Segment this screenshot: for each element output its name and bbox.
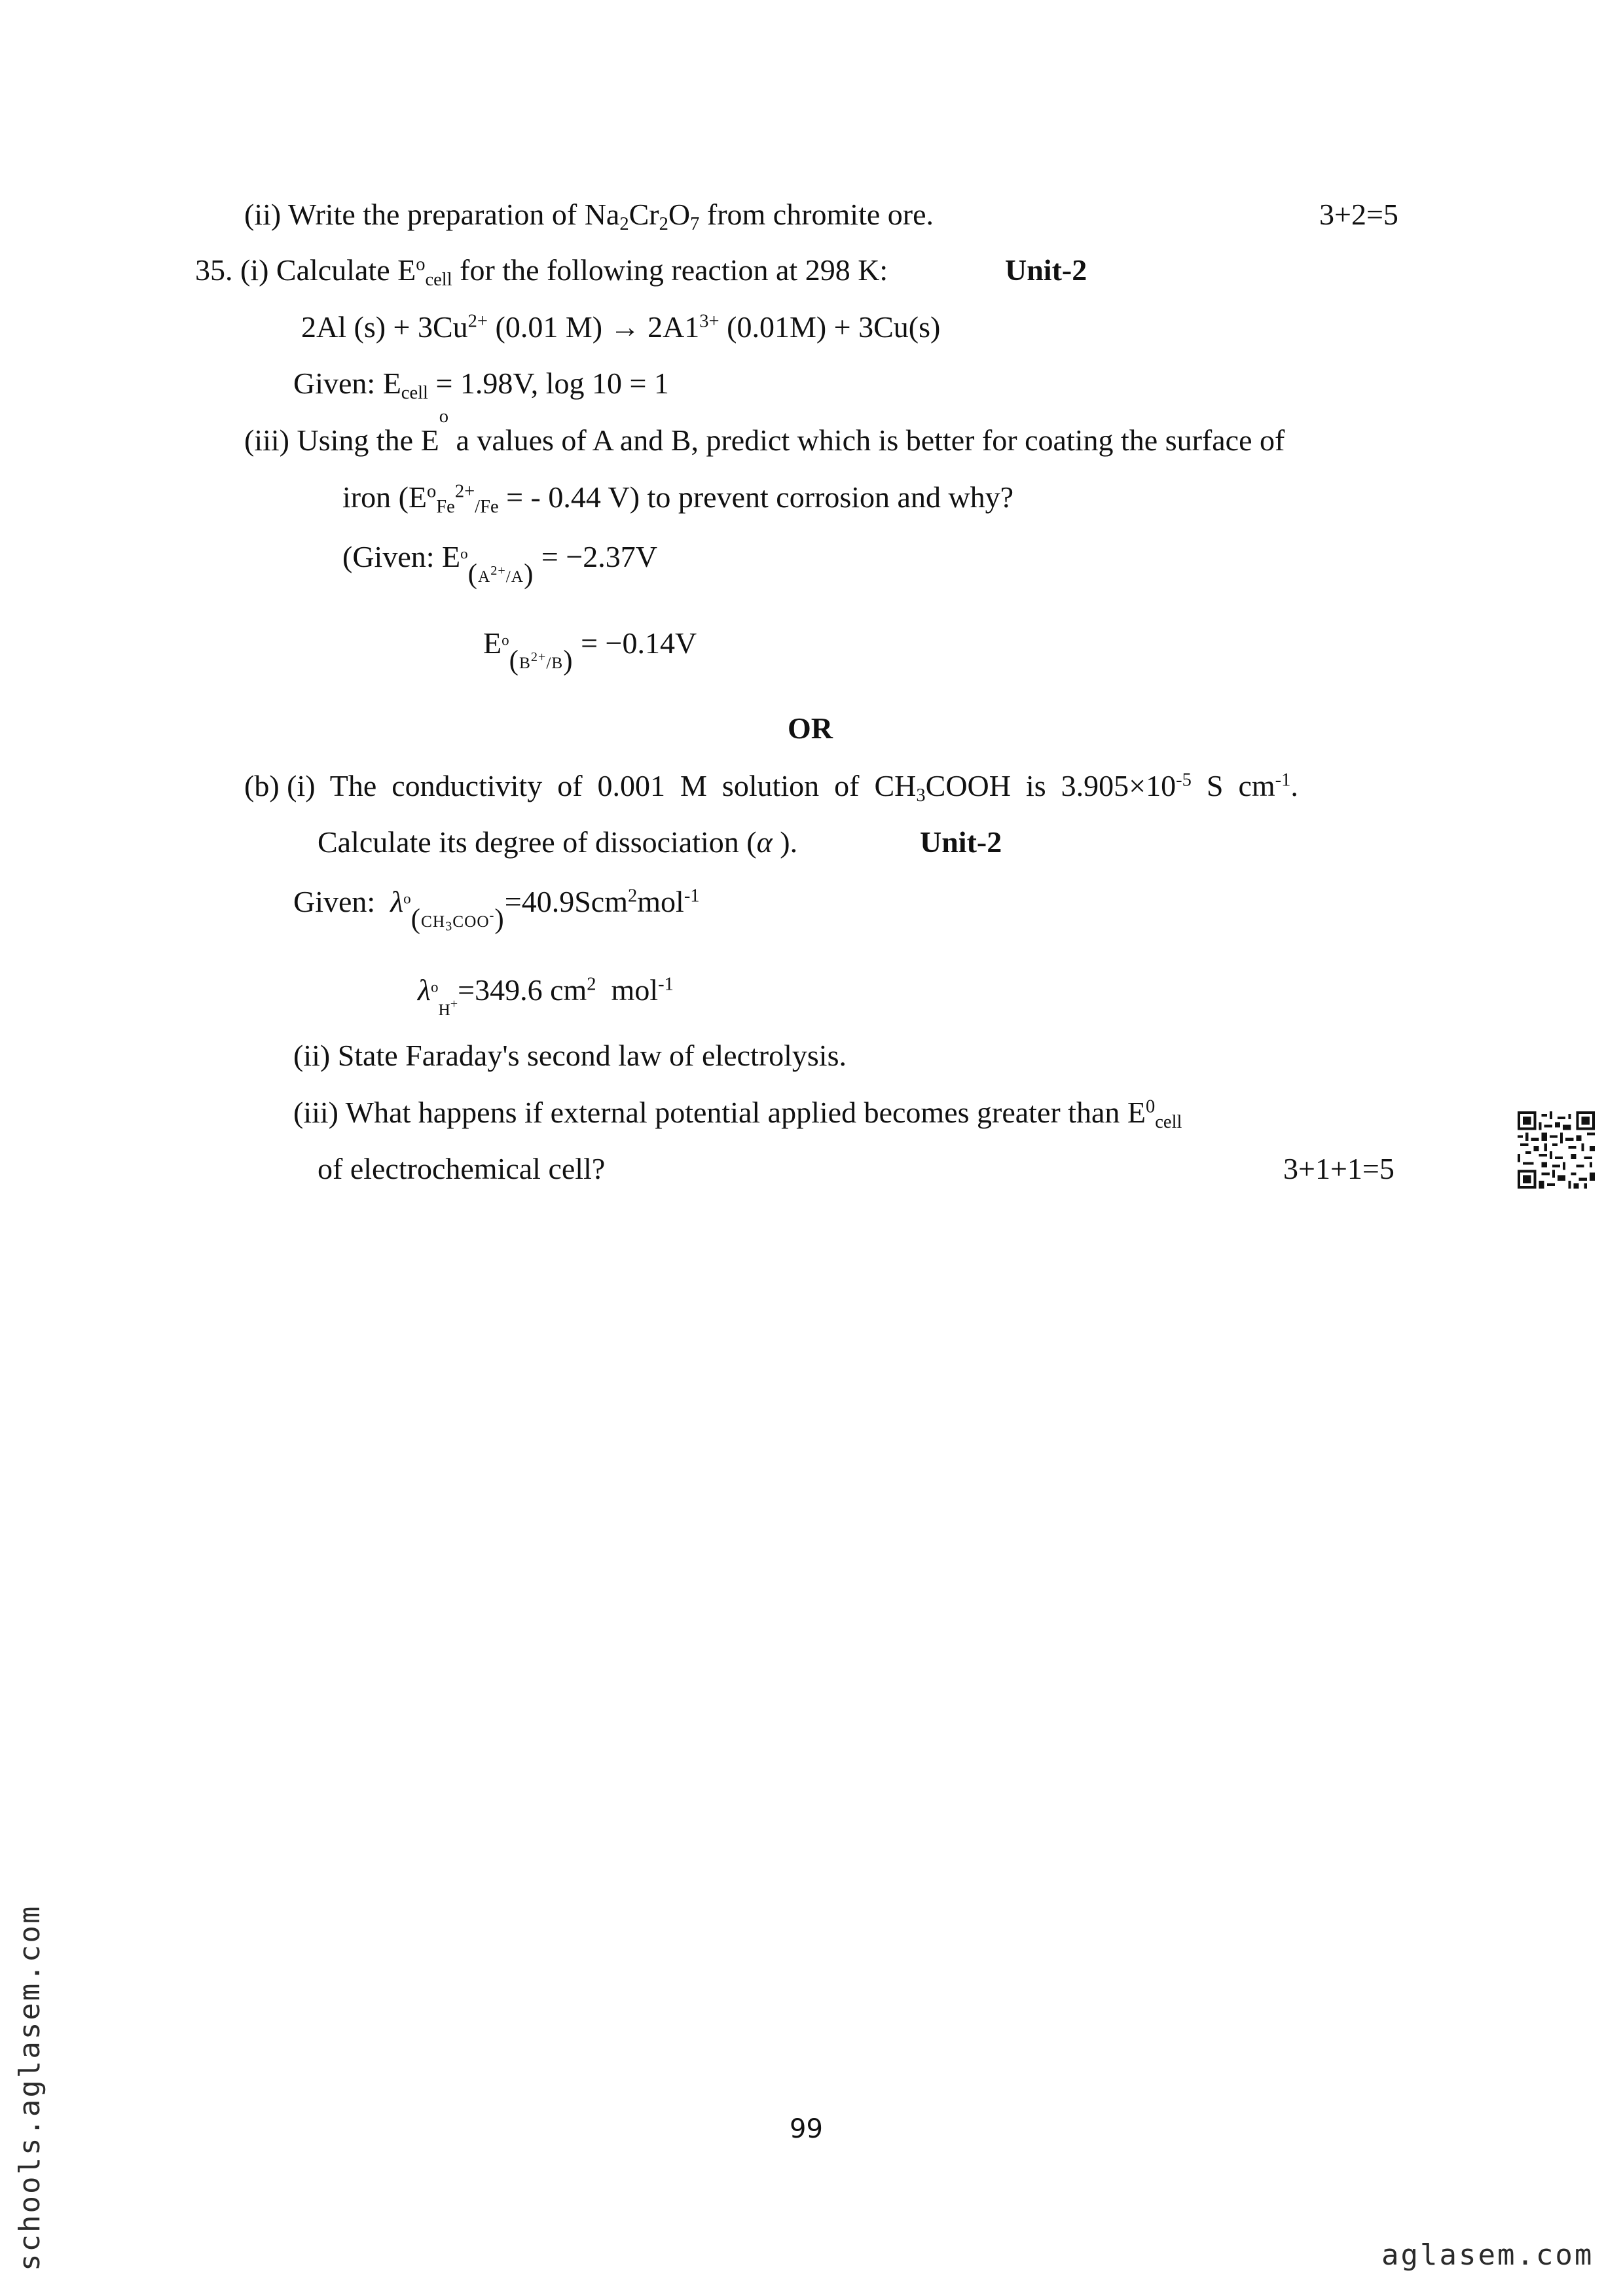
q35-b-ii: (ii) State Faraday's second law of electrolysis. (293, 1039, 847, 1072)
eb-subscript: (B2+/B) (509, 645, 574, 676)
watermark-right: aglasem.com (1381, 2238, 1594, 2272)
q34-part-ii: (ii) Write the preparation of $Na_2Cr_2O_7$ from chromite ore. (244, 198, 934, 234)
q35-b-calc: Calculate its degree of dissociation (α ). (318, 825, 798, 859)
q35-b-iii: (iii) What happens if external potential applied becomes greater than $E^0_{cell}$ (293, 1096, 1182, 1132)
q35-unit-label: Unit-2 (1005, 253, 1087, 287)
q35-reaction: 2Al $(s) + 3Cu^{2+}$ (0.01 $M) \to 2A1^{3+}$ (0.01M) + 3Cu(s) (301, 310, 941, 344)
or-separator: OR (788, 711, 833, 745)
page-number: 99 (790, 2114, 823, 2144)
q35-b-i: (b) (i) The conductivity of 0.001 M solution of $CH_3COOH$ is $3.905\times 10^{-5}$ S $cm^{-1}$. (244, 769, 1298, 806)
qr-code-icon[interactable] (1518, 1111, 1595, 1189)
q35-marks: 3+1+1=5 (1283, 1152, 1395, 1185)
watermark-left: schools.aglasem.com (13, 1904, 46, 2271)
q35-given-ea: (Given: $E^o_{(A^{2+}/A)} = -2.37V$ (342, 540, 658, 590)
q35-b-given-lambda-acetate: Given: $\lambda^o_{(CH_3COO^-)}=40.9Scm^2mol^{-1}$ (293, 885, 700, 935)
q35-b-unit-label: Unit-2 (920, 825, 1002, 859)
q35-part-iii: (iii) Using the E $^o$ a values of A and B, predict which is better for coating the surface of (244, 406, 1285, 457)
q35-intro: 35. (i) Calculate $E^o_{cell}$ for the following reaction at 298 K: (195, 253, 888, 290)
q34-marks: 3+2=5 (1319, 198, 1398, 231)
q35-given-eb: $E^o_{(B^{2+}/B)} = -0.14V$ (483, 626, 697, 676)
q35-iron-line: iron ($E^o_{Fe}^{2+}_{/Fe}$ = - 0.44 V) to prevent corrosion and why? (342, 480, 1014, 517)
q35-b-iii-cont: of electrochemical cell? (318, 1152, 606, 1185)
q35-given: Given: $E_{cell} = 1.98V$, log 10 = 1 (293, 367, 669, 403)
q35-b-given-lambda-h: $\lambda^o_{H^+}=349.6$ $cm^2$ mol$^{-1}$ (418, 973, 674, 1019)
lambda-subscript: (CH3COO-) (410, 903, 505, 935)
arrow-icon: → (610, 310, 640, 344)
ea-subscript: (A2+/A) (467, 558, 534, 590)
